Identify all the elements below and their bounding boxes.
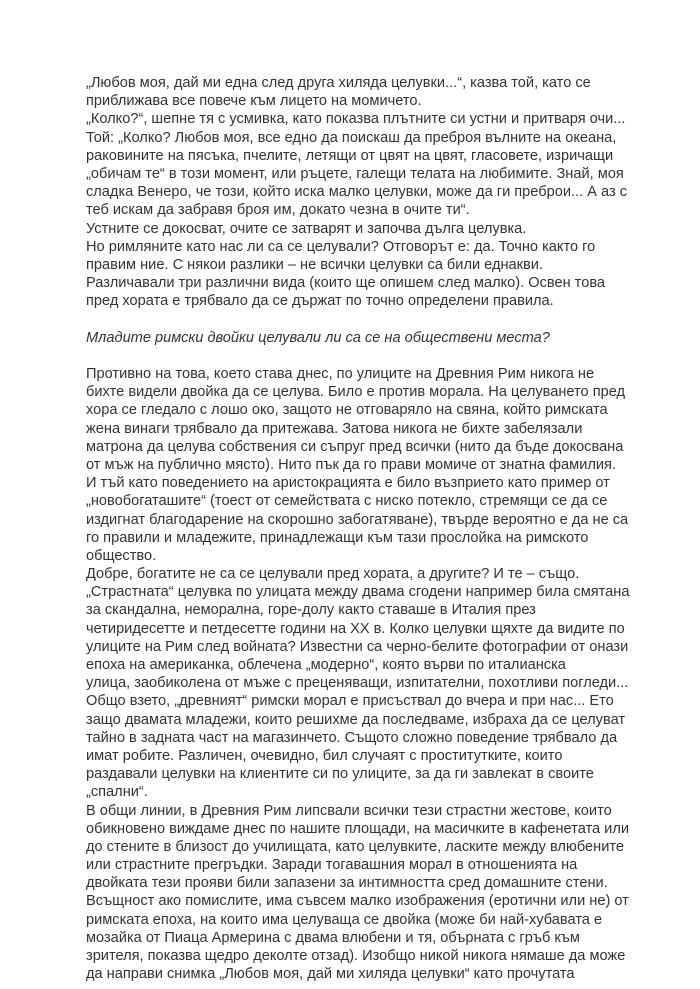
text-line: защо двамата младежи, които решихме да последваме, избраха да се целуват [86,711,626,728]
text-line: епоха на американка, облечена „модерно“, която върви по италианска [86,657,566,673]
text-line: Той: „Колко? Любов моя, все едно да поискаш да преброя вълните на океана, [86,129,617,146]
text-line: хора се гледало с лошо око, защото не отговаряло на свяна, който римската [86,402,608,419]
text-line: да направи снимка „Любов моя, дай ми хиляда целувки“ като прочутата [86,966,575,983]
text-line: обикновено виждаме днес по нашите площади, на масичките в кафенетата или [86,820,629,837]
text-line: четиридесетте и петдесетте години на XX в. Колко целувки щяхте да видите по [86,620,625,637]
text-line: зрителя, показва щедро деколте отзад). Изобщо никой никога нямаше да може [86,948,626,964]
paragraph-gap [86,347,626,365]
text-line: сладка Венеро, че този, който иска малко целувки, може да ги преброи... А аз с [86,184,627,201]
text-line: „Страстната“ целувка по улицата между двама сгодени например била смятана [86,584,630,601]
text-line: римската епоха, на които има целуваща се двойка (може би най-хубавата е [86,911,603,928]
body-paragraph [86,365,630,983]
text-line: Общо взето, „древният“ римски морал е присъствал до вчера и при нас... Ето [86,693,614,710]
text-line: „Любов моя, дай ми една след друга хиляда целувки...“, казва той, като се [86,75,591,91]
text-line: тайно в задната част на магазинчето. Същото сложно поведение трябвало да [86,729,618,746]
text-line: бихте видели двойка да се целува. Било е против морала. На целуването пред [86,384,626,401]
text-line: Противно на това, което става днес, по улиците на Древния Рим никога не [86,366,595,382]
text-line: до стените в близост до училищата, като целувките, ласките между влюбените [86,838,625,855]
intro-paragraph [86,74,626,310]
paragraph-gap [86,310,626,328]
text-line: го правили и младежите, принадлежащи към тази прослойка на римското [86,529,589,546]
text-line: раздавали целувки на клиентите си по улиците, за да ги завлекат в своите [86,766,594,783]
text-line: раковините на пясъка, пчелите, летящи от цвят на цвят, гласовете, изричащи [86,147,614,164]
text-line: В общи линии, в Древния Рим липсвали всички тези страстни жестове, които [86,802,612,819]
text-line: „спални“. [86,784,148,801]
text-line: приближава все повече към лицето на момичето. [86,93,422,110]
document-body [86,74,630,983]
text-line: или страстните прегръдки. Заради тогавашния морал в отношенията на [86,857,578,874]
text-line: „обичам те“ в този момент, или ръцете, галещи телата на любимите. Знай, моя [86,165,624,182]
text-line: от мъж на публично място). Нито пък да го прави момиче от знатна фамилия. [86,456,616,473]
text-line: Устните се докосват, очите се затварят и започва дълга целувка. [86,220,527,237]
text-line: двойката тези прояви били запазени за интимността сред домашните стени. [86,875,608,892]
text-line: жена винаги трябвало да притежава. Затова никога не бихте забелязали [86,420,583,437]
text-line: улица, заобиколена от мъже с преценяващи, изпитателни, похотливи погледи... [86,675,629,692]
text-line: имат робите. Различен, очевидно, бил случаят с проститутките, които [86,747,563,764]
text-line: улиците на Рим след войната? Известни са черно-белите фотографии от онази [86,638,629,655]
text-line: пред хората е трябвало да се държат по точно определени правила. [86,293,554,310]
text-line: Всъщност ако помислите, има съвсем малко изображения (еротични или не) от [86,893,629,910]
text-line: общество. [86,547,157,564]
text-line: правим ние. С някои разлики – не всички целувки са били еднакви. [86,256,543,273]
section-heading: Младите римски двойки целували ли са се на обществени места? [86,329,550,346]
text-line: за скандална, неморална, горе-долу както ставаше в Италия през [86,602,536,619]
text-line: Но римляните като нас ли са се целували? Отговорът е: да. Точно както го [86,238,596,255]
text-line: Добре, богатите не са се целували пред хората, а другите? И те – също. [86,566,580,583]
text-line: мозайка от Пиаца Армерина с двама влюбени и тя, обърната с гръб към [86,929,580,946]
text-line: „новобогаташите“ (тоест от семействата с ниско потекло, стремящи се да се [86,493,608,510]
text-line: матрона да целува собствения си съпруг пред всички (нито да бъде докосвана [86,438,624,455]
text-line: теб искам да забравя броя им, докато чезна в очите ти“. [86,202,470,219]
text-line: И тъй като поведението на аристокрацията е било възприето като пример от [86,475,610,492]
text-line: „Колко?“, шепне тя с усмивка, като показва плътните си устни и притваря очи... [86,111,626,128]
text-line: Различавали три различни вида (които ще опишем след малко). Освен това [86,275,606,292]
text-line: издигнат благодарение на скорошно забогатяване), твърде вероятно е да не са [86,511,629,528]
